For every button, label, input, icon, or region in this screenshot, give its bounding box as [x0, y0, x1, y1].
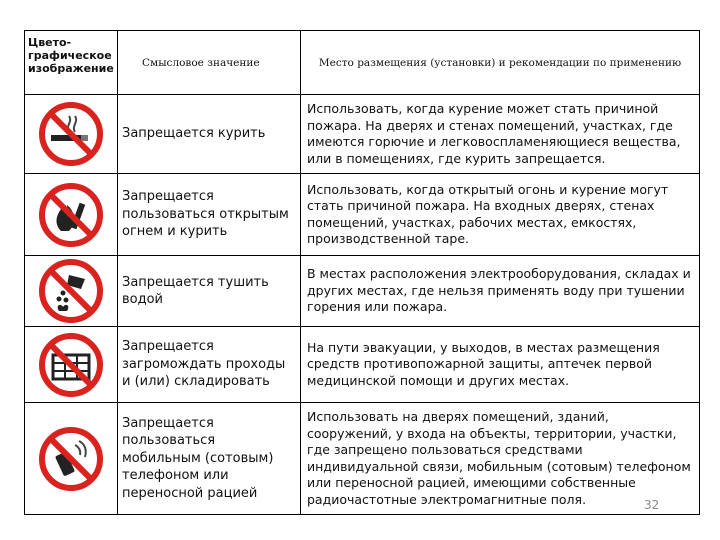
- sign-placement: Использовать, когда курение может стать причиной пожара. На дверях и стенах помещений, участках, где имеются горючие и легковоспламеняющиеся вещества, или в помещениях, где курить запрещается.: [307, 101, 681, 166]
- sign-placement: В местах расположения электрооборудования, складах и других местах, где нельзя применять воду при тушении горения или пожара.: [307, 266, 691, 315]
- header-placement-column: Место размещения (установки) и рекомендации по применению: [318, 56, 682, 69]
- sign-placement: Использовать, когда открытый огонь и курение могут стать причиной пожара. На входных дверях, стенах помещений, участках, рабочих местах, емкостях, производственной таре.: [307, 181, 669, 246]
- header-image-column: Цвето-графическое изображение: [28, 36, 114, 75]
- sign-placement: Использовать на дверях помещений, зданий, сооружений, у входа на объекты, территории, участки, где запрещено пользоваться средствами индивидуальной связи, мобильным (сотовым) телефоном или переносной рацией, имеющими собственные радиочастотные электромагнитные поля.: [307, 409, 691, 507]
- sign-meaning: Запрещается загромождать проходы и (или) складировать: [122, 339, 286, 390]
- no-mobile-phone-icon: [39, 427, 103, 491]
- sign-meaning: Запрещается пользоваться мобильным (сотовым) телефоном или переносной рацией: [122, 415, 274, 501]
- no-open-flame-icon: [39, 183, 103, 247]
- sign-cell: [25, 327, 117, 402]
- sign-meaning: Запрещается курить: [122, 126, 266, 142]
- no-obstruction-icon: [39, 333, 103, 397]
- no-smoking-icon: [39, 102, 103, 166]
- sign-cell: [25, 174, 117, 255]
- signs-table: [24, 30, 700, 514]
- table-border-right: [699, 30, 700, 515]
- sign-cell: [25, 95, 117, 173]
- sign-cell: [25, 403, 117, 514]
- no-water-extinguishing-icon: [39, 259, 103, 323]
- sign-meaning: Запрещается тушить водой: [122, 274, 269, 307]
- page-number: 32: [644, 498, 660, 512]
- sign-meaning: Запрещается пользоваться открытым огнем и курить: [122, 189, 289, 240]
- sign-cell: [25, 256, 117, 326]
- table-border-bottom: [24, 514, 700, 515]
- header-meaning-column: Смысловое значение: [142, 56, 260, 69]
- sign-placement: На пути эвакуации, у выходов, в местах размещения средств противопожарной защиты, аптечек первой медицинской помощи и других местах.: [307, 339, 660, 388]
